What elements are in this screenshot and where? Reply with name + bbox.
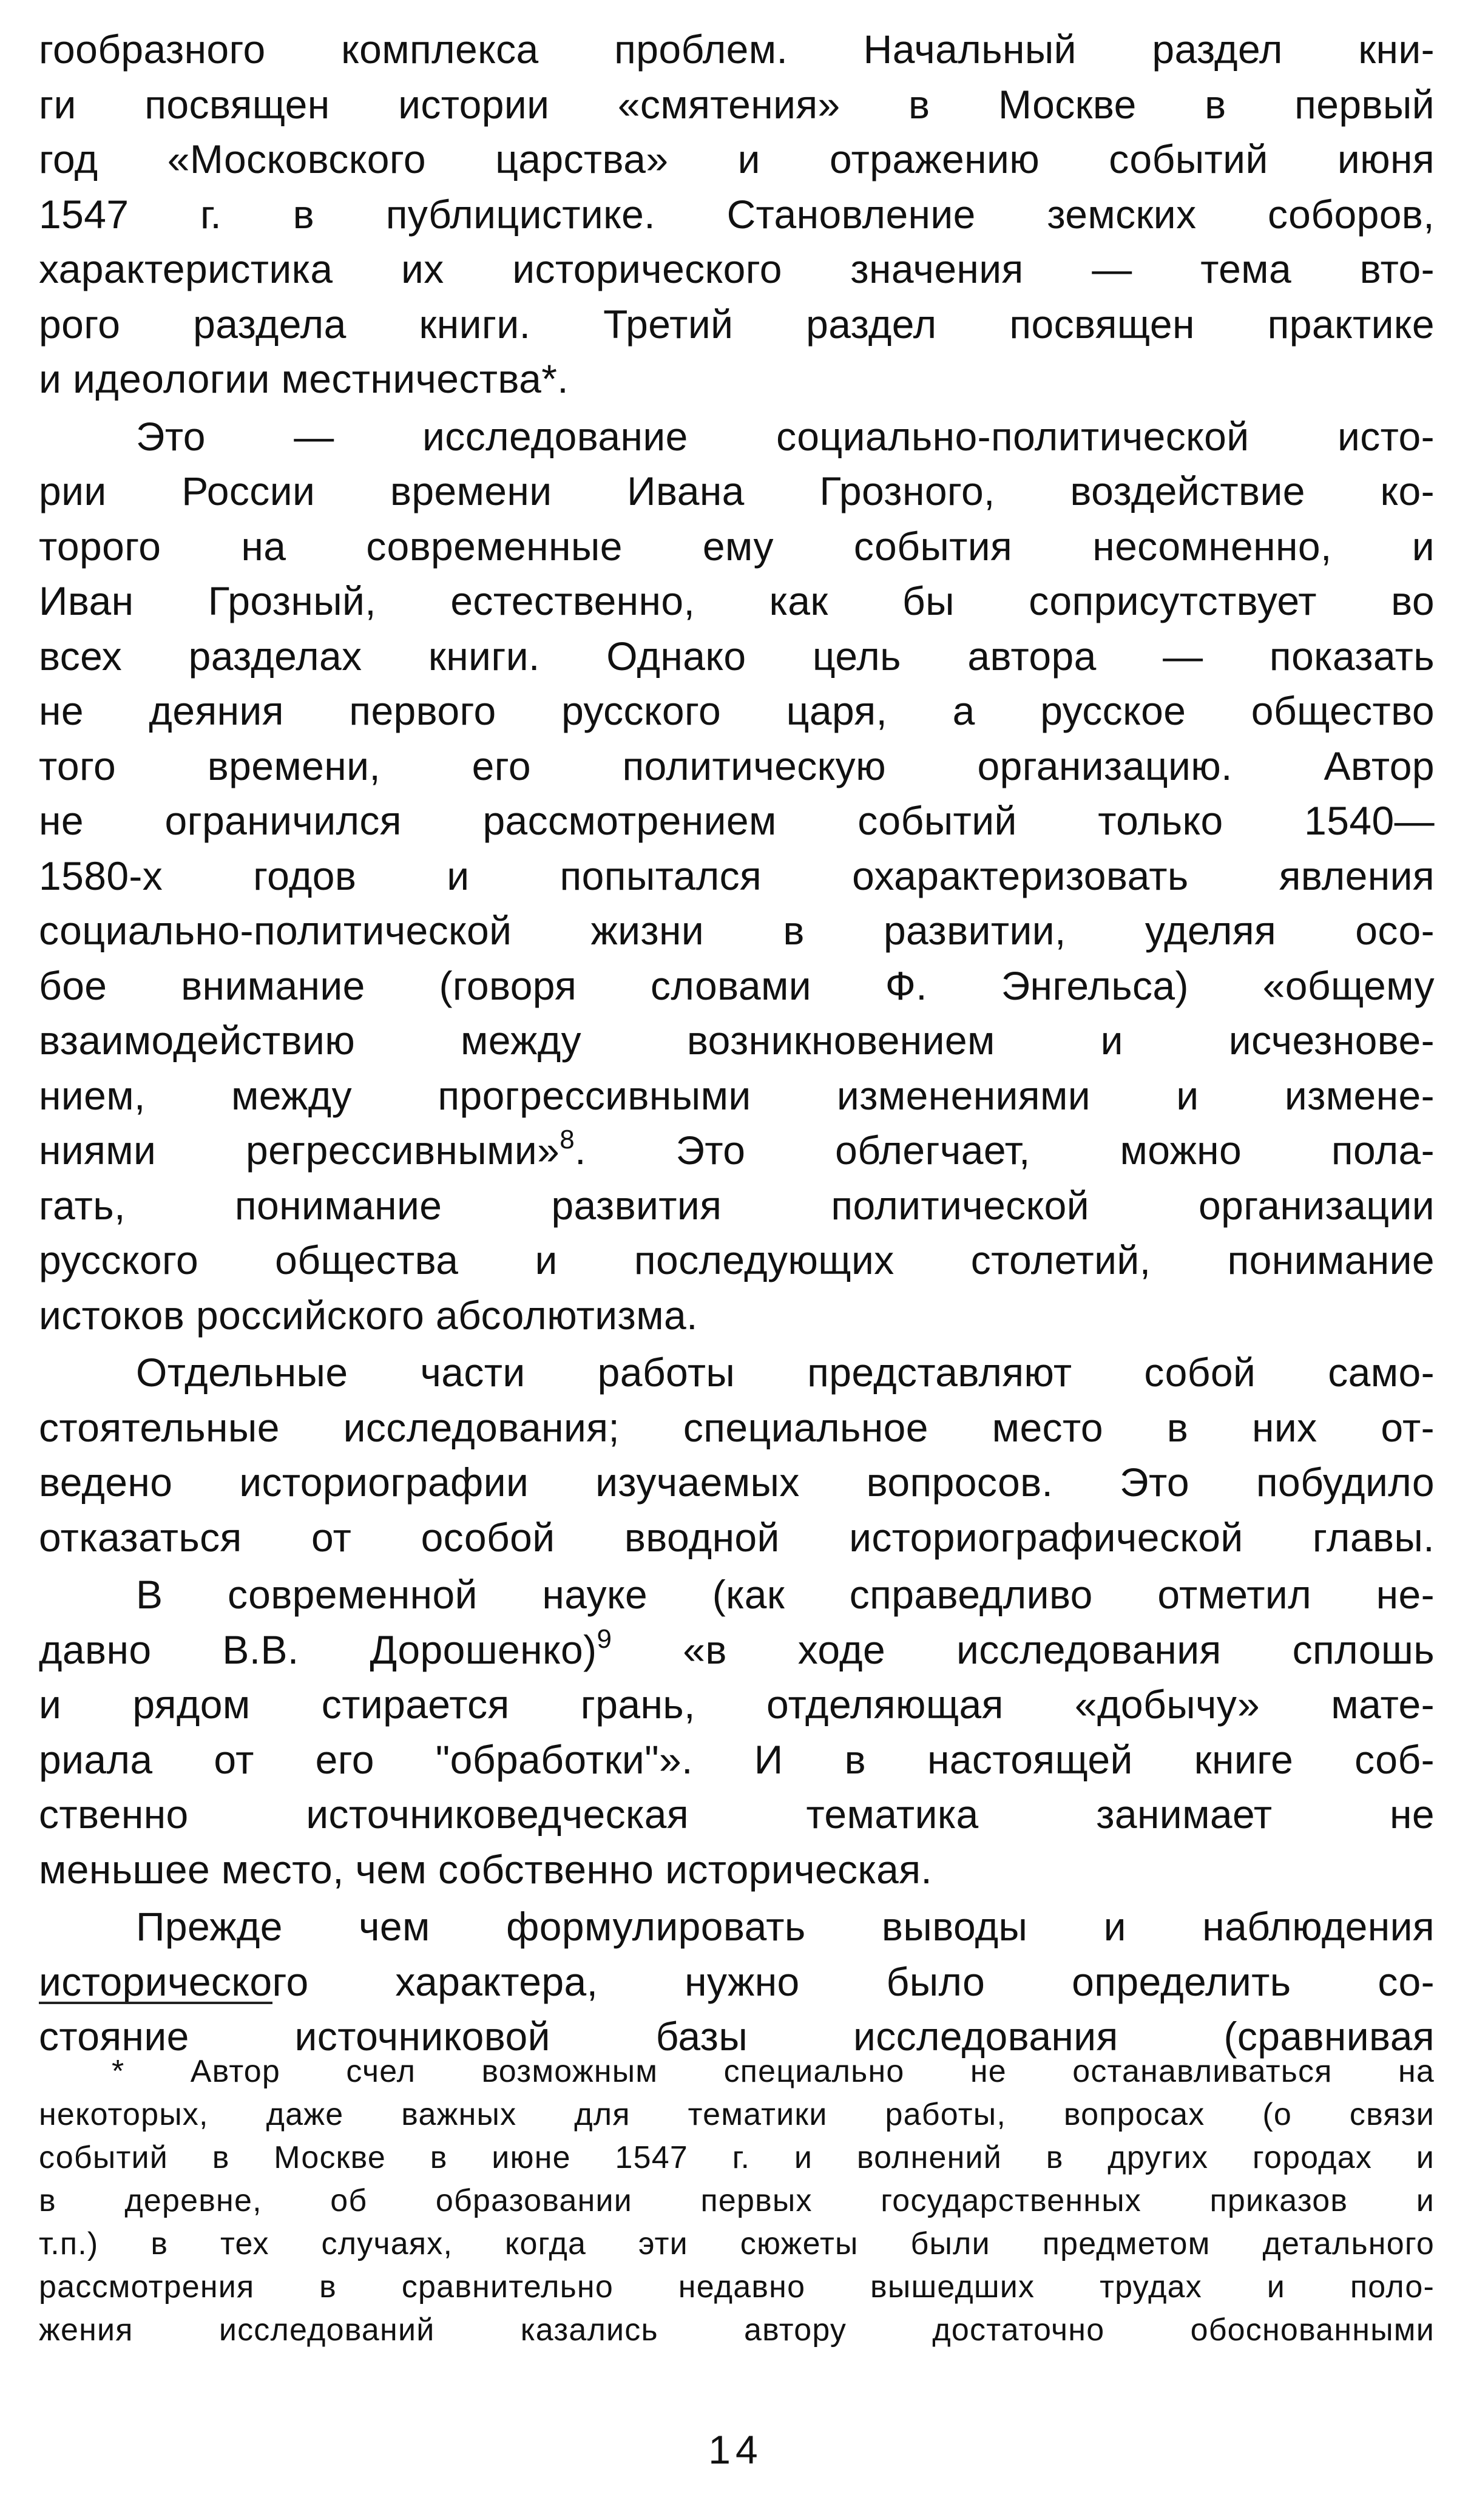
text-line: и рядом стирается грань, отделяющая «добычу» мате- bbox=[39, 1682, 1435, 1727]
text-line: 1547 г. в публицистике. Становление земских соборов, bbox=[39, 191, 1435, 237]
text-line: гать, понимание развития политической организации bbox=[39, 1182, 1435, 1228]
footnote-line: т.п.) в тех случаях, когда эти сюжеты были предметом детального bbox=[39, 2226, 1435, 2261]
text-line: торого на современные ему события несомненно, и bbox=[39, 523, 1435, 569]
text-line: риала от его "обработки"». И в настоящей книге соб- bbox=[39, 1736, 1435, 1782]
page-number: 14 bbox=[708, 2427, 763, 2472]
footnote-line: событий в Москве в июне 1547 г. и волнений в других городах и bbox=[39, 2140, 1435, 2175]
text-line: рии России времени Ивана Грозного, воздействие ко- bbox=[39, 469, 1435, 513]
text-line: ственно источниковедческая тематика занимает не bbox=[39, 1792, 1435, 1837]
text-line: всех разделах книги. Однако цель автора — показать bbox=[39, 633, 1435, 679]
text-line: исторического характера, нужно было определить со- bbox=[39, 1959, 1435, 2004]
footnote-separator bbox=[39, 2002, 272, 2004]
text-line: того времени, его политическую организацию. Автор bbox=[39, 743, 1435, 788]
text-line: ведено историографии изучаемых вопросов. Это побудило bbox=[39, 1460, 1435, 1505]
text-line: Прежде чем формулировать выводы и наблюдения bbox=[136, 1904, 1435, 1949]
text-line: 1580-х годов и попытался охарактеризовать явления bbox=[39, 853, 1435, 898]
paragraph-4 bbox=[39, 1567, 1435, 1897]
paragraph-5 bbox=[39, 1899, 1435, 2064]
text-fragment: . Это облегчает, можно пола- bbox=[575, 1128, 1435, 1173]
text-line: социально-политической жизни в развитии, уделяя осо- bbox=[39, 908, 1435, 953]
text-line: нием, между прогрессивными изменениями и измене- bbox=[39, 1072, 1435, 1118]
text-line: истоков российского абсолютизма. bbox=[39, 1292, 698, 1338]
text-fragment: «в ходе исследования сплошь bbox=[612, 1627, 1435, 1672]
text-fragment: ниями регрессивными» bbox=[39, 1128, 560, 1173]
footnote-line: жения исследований казались автору достаточно обоснованными bbox=[39, 2312, 1435, 2348]
text-line: год «Московского царства» и отражению событий июня bbox=[39, 137, 1435, 181]
text-line: В современной науке (как справедливо отметил не- bbox=[136, 1572, 1435, 1617]
text-line: не деяния первого русского царя, а русское общество bbox=[39, 688, 1435, 733]
footnote-line: некоторых, даже важных для тематики работы, вопросах (о связи bbox=[39, 2097, 1435, 2132]
paragraph-2 bbox=[39, 409, 1435, 1343]
text-line-with-footnote-ref bbox=[39, 1622, 1435, 1678]
footnote-ref-8: 8 bbox=[560, 1125, 575, 1154]
text-line: гообразного комплекса проблем. Начальный раздел кни- bbox=[39, 27, 1435, 72]
footnote-line: * Автор счел возможным специально не останавливаться на bbox=[112, 2054, 1435, 2089]
text-line: не ограничился рассмотрением событий только 1540— bbox=[39, 798, 1435, 843]
text-line: отказаться от особой вводной историографической главы. bbox=[39, 1514, 1435, 1560]
text-line: русского общества и последующих столетий, понимание bbox=[39, 1238, 1435, 1282]
text-line: и идеологии местничества*. bbox=[39, 356, 569, 401]
text-line: стояние источниковой базы исследования (сравнивая bbox=[39, 2014, 1435, 2059]
paragraph-3 bbox=[39, 1345, 1435, 1565]
footnote bbox=[39, 2050, 1435, 2352]
text-line: Иван Грозный, естественно, как бы соприсутствует во bbox=[39, 578, 1435, 623]
text-fragment: давно В.В. Дорошенко) bbox=[39, 1627, 597, 1672]
text-line: ги посвящен истории «смятения» в Москве в первый bbox=[39, 81, 1435, 127]
text-line: стоятельные исследования; специальное место в них от- bbox=[39, 1404, 1435, 1450]
text-line: бое внимание (говоря словами Ф. Энгельса) «общему bbox=[39, 963, 1435, 1008]
text-line-with-footnote-ref bbox=[39, 1123, 1435, 1178]
text-line: взаимодействию между возникновением и исчезнове- bbox=[39, 1018, 1435, 1063]
footnote-line: рассмотрения в сравнительно недавно вышедших трудах и поло- bbox=[39, 2269, 1435, 2305]
text-line: Это — исследование социально-политической исто- bbox=[136, 413, 1435, 459]
text-line: меньшее место, чем собственно историческая. bbox=[39, 1846, 933, 1892]
main-text bbox=[39, 22, 1435, 2064]
text-line: рого раздела книги. Третий раздел посвящен практике bbox=[39, 301, 1435, 347]
text-line: Отдельные части работы представляют собой само- bbox=[136, 1350, 1435, 1395]
paragraph-1 bbox=[39, 22, 1435, 407]
text-line: характеристика их исторического значения — тема вто- bbox=[39, 246, 1435, 291]
footnote-line: в деревне, об образовании первых государственных приказов и bbox=[39, 2183, 1435, 2218]
footnote-ref-9: 9 bbox=[597, 1624, 612, 1654]
